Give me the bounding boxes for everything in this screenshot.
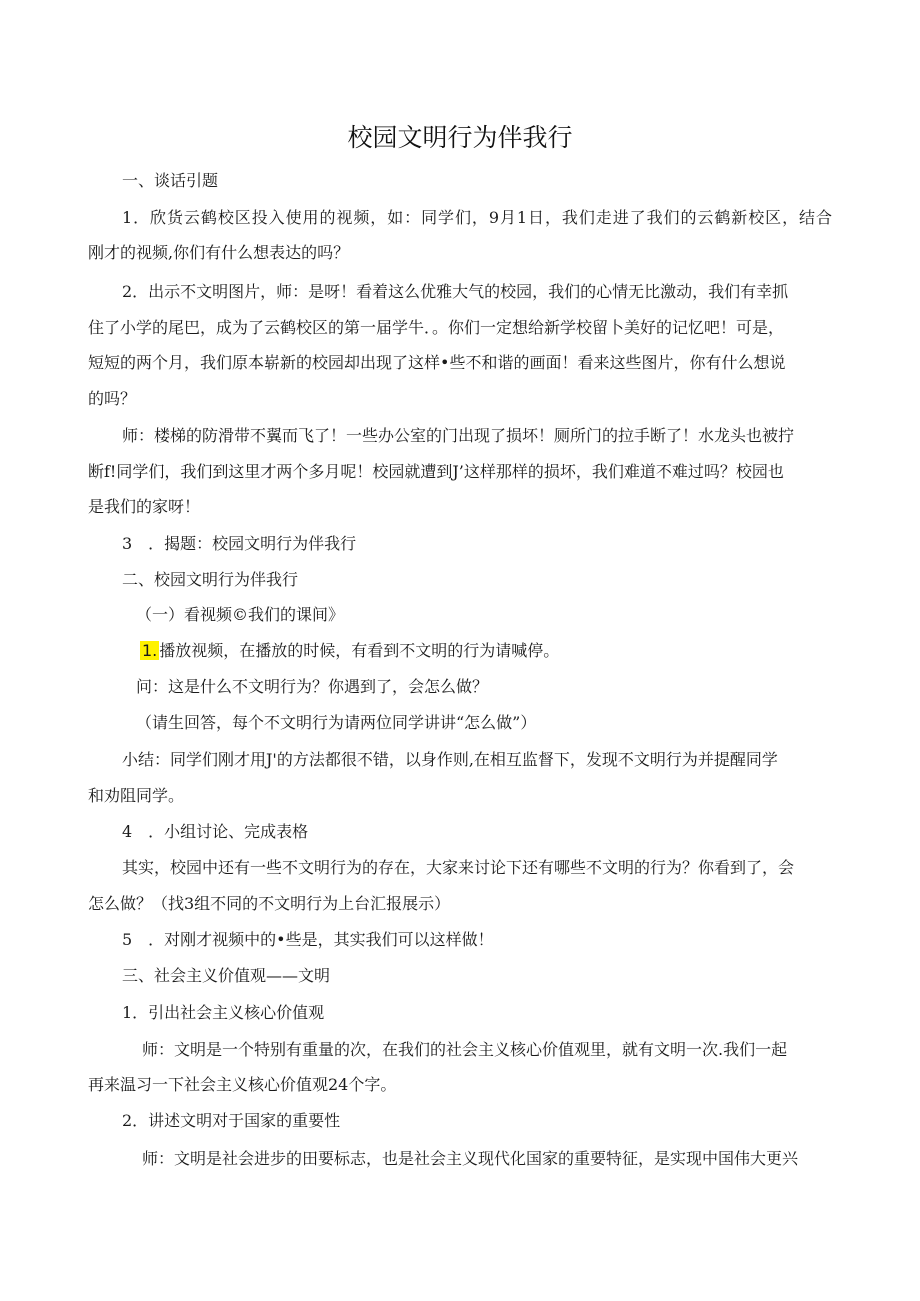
- paragraph-line: 和劝阻同学。: [88, 786, 185, 805]
- paragraph-line: 的吗？: [88, 389, 137, 408]
- paragraph-line: 其实，校园中还有一些不文明行为的存在，大家来讨论下还有哪些不文明的行为？你看到了，会: [122, 858, 795, 877]
- section-heading-3: 三、社会主义价值观——文明: [122, 966, 331, 985]
- paragraph-line: 问：这是什么不文明行为？你遇到了，会怎么做？: [136, 677, 489, 696]
- paragraph-line: [140, 641, 559, 661]
- paragraph-line: 2．出示不文明图片，师：是呀！看着这么优雅大气的校园，我们的心情无比激动，我们有幸抓: [122, 282, 789, 301]
- paragraph-line: 3 ．揭题：校园文明行为伴我行: [122, 534, 357, 553]
- paragraph-line: （请生回答，每个不文明行为请两位同学讲讲“怎么做”）: [136, 713, 537, 732]
- highlighted-number: 1.: [142, 641, 158, 660]
- paragraph-line: 断f!同学们，我们到这里才两个多月呢！校园就遭到J’这样那样的损坏，我们难道不难过吗？校园也: [88, 462, 784, 481]
- section-heading-2: 二、校园文明行为伴我行: [122, 570, 299, 589]
- document-title: 校园文明行为伴我行: [347, 123, 573, 152]
- paragraph-line: 刚才的视频,你们有什么想表达的吗？: [88, 243, 350, 262]
- paragraph-line: 2．讲述文明对于国家的重要性: [122, 1111, 341, 1130]
- paragraph-line: 怎么做？（找3组不同的不文明行为上台汇报展示）: [88, 894, 451, 913]
- paragraph-line: 5 ．对刚才视频中的•些是，其实我们可以这样做！: [122, 930, 494, 949]
- paragraph-line: 师：楼梯的防滑带不翼而飞了！一些办公室的门出现了损坏！厕所门的拉手断了！水龙头也被拧: [122, 426, 795, 445]
- paragraph-line: 短短的两个月，我们原本崭新的校园却出现了这样•些不和谐的画面！看来这些图片，你有什么想说: [88, 353, 786, 372]
- subsection-heading: （一）看视频©我们的课间》: [136, 605, 345, 624]
- paragraph-line: 1．引出社会主义核心价值观: [122, 1003, 325, 1022]
- section-heading-1: 一、谈话引题: [122, 171, 219, 190]
- paragraph-line: 4 ．小组讨论、完成表格: [122, 822, 309, 841]
- paragraph-line: 1．欣货云鹤校区投入使用的视频，如：同学们，9月1日，我们走进了我们的云鹤新校区，结合: [122, 208, 832, 227]
- paragraph-line: 再来温习一下社会主义核心价值观24个字。: [88, 1075, 397, 1094]
- paragraph-line: 师：文明是一个特别有重量的次，在我们的社会主义核心价值观里，就有文明一次.我们一起: [142, 1040, 788, 1059]
- paragraph-line: 住了小学的尾巴，成为了云鹤校区的第一届学牛．。你们一定想给新学校留卜美好的记忆吧！可是，: [88, 318, 785, 337]
- paragraph-line: 师：文明是社会进步的田要标志，也是社会主义现代化国家的重要特征，是实现中国伟大更兴: [142, 1149, 799, 1168]
- paragraph-text: 播放视频，在播放的时候，有看到不文明的行为请喊停。: [159, 641, 560, 660]
- paragraph-line: 小结：同学们刚才用J'的方法都很不错，以身作则,在相互监督下，发现不文明行为并提醒同学: [122, 750, 778, 769]
- paragraph-line: 是我们的家呀！: [88, 497, 201, 516]
